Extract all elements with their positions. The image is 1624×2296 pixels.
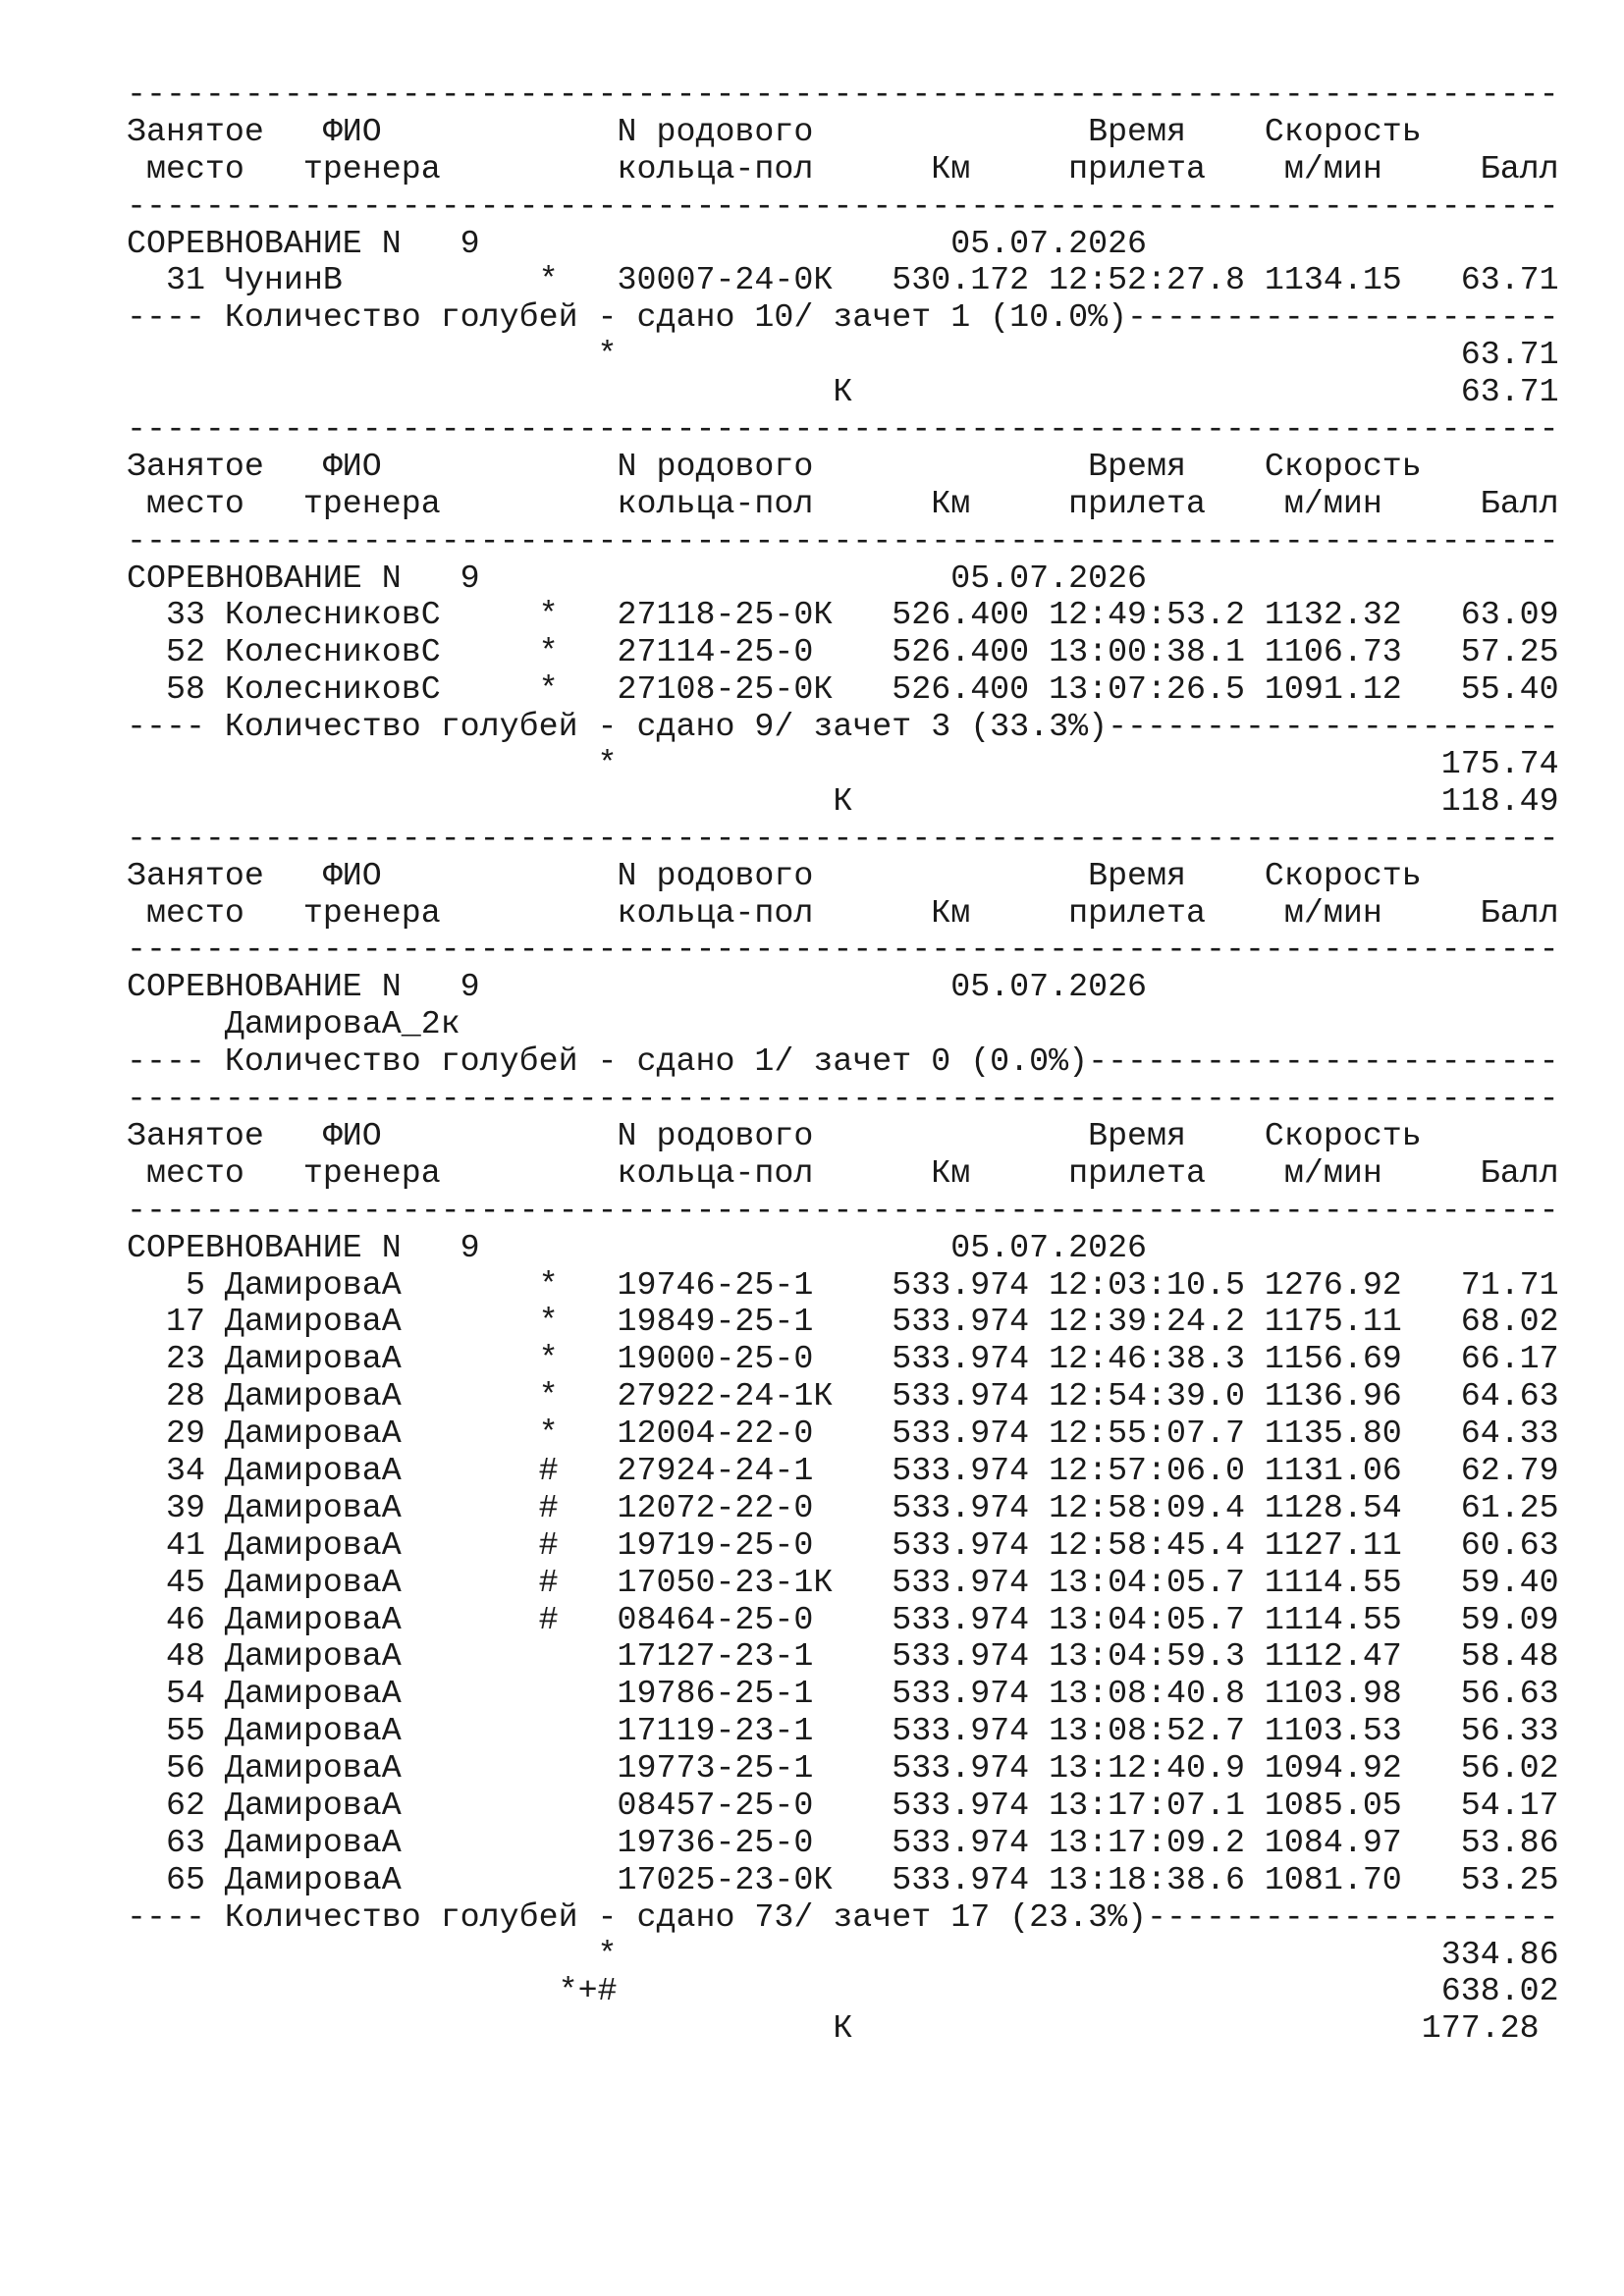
column-header-row-2: место тренера кольца-пол Км прилета м/мин Балл [127,1153,1559,1192]
table-row: 28 ДамироваА * 27922-24-1К 533.974 12:54:39.0 1136.96 64.63 [127,1377,1559,1415]
table-row: 54 ДамироваА 19786-25-1 533.974 13:08:40.8 1103.98 56.63 [127,1675,1559,1713]
table-row: 39 ДамироваА # 12072-22-0 533.974 12:58:09.4 1128.54 61.25 [127,1488,1559,1526]
competition-title: СОРЕВНОВАНИЕ N 9 05.07.2026 [127,1228,1148,1266]
divider-line: ------------------------------------------------------------------------- [127,1191,1559,1229]
table-row: 34 ДамироваА # 27924-24-1 533.974 12:57:06.0 1131.06 62.79 [127,1451,1559,1489]
table-row: 29 ДамироваА * 12004-22-0 533.974 12:55:07.7 1135.80 64.33 [127,1415,1559,1453]
total-line: *+# 638.02 [127,1972,1559,2010]
divider-line: ------------------------------------------------------------------------- [127,410,1559,449]
competition-title: СОРЕВНОВАНИЕ N 9 05.07.2026 [127,224,1148,262]
table-row: 63 ДамироваА 19736-25-0 533.974 13:17:09.2 1084.97 53.86 [127,1823,1559,1861]
divider-line: ------------------------------------------------------------------------- [127,76,1559,113]
table-row: 55 ДамироваА 17119-23-1 533.974 13:08:52.7 1103.53 56.33 [127,1712,1559,1750]
total-line: К 63.71 [127,373,1559,411]
table-row: 45 ДамироваА # 17050-23-1К 533.974 13:04:05.7 1114.55 59.40 [127,1563,1559,1601]
table-row: 65 ДамироваА 17025-23-0К 533.974 13:18:38.6 1081.70 53.25 [127,1860,1559,1898]
divider-line: ------------------------------------------------------------------------- [127,187,1559,225]
total-line: * 175.74 [127,745,1559,783]
table-row: 46 ДамироваА # 08464-25-0 533.974 13:04:05.7 1114.55 59.09 [127,1600,1559,1638]
column-header-row-1: Занятое ФИО N родового Время Скорость [127,447,1422,485]
table-row: 33 КолесниковС * 27118-25-0К 526.400 12:49:53.2 1132.32 63.09 [127,596,1559,634]
summary-line: ---- Количество голубей - сдано 1/ зачет 0 (0.0%)------------------------ [127,1042,1559,1081]
divider-line: ------------------------------------------------------------------------- [127,819,1559,857]
divider-line: ------------------------------------------------------------------------- [127,1080,1559,1118]
divider-line: ------------------------------------------------------------------------- [127,521,1559,560]
table-row: 58 КолесниковС * 27108-25-0К 526.400 13:07:26.5 1091.12 55.40 [127,670,1559,709]
report-sheet [127,77,1559,2048]
summary-line: ---- Количество голубей - сдано 9/ зачет 3 (33.3%)----------------------- [127,708,1559,746]
table-row: 41 ДамироваА # 19719-25-0 533.974 12:58:45.4 1127.11 60.63 [127,1525,1559,1564]
table-row: 5 ДамироваА * 19746-25-1 533.974 12:03:10.5 1276.92 71.71 [127,1265,1559,1304]
total-line: К 118.49 [127,781,1559,820]
total-line: * 63.71 [127,336,1559,374]
summary-line: ---- Количество голубей - сдано 73/ зачет 17 (23.3%)--------------------- [127,1897,1559,1936]
column-header-row-2: место тренера кольца-пол Км прилета м/мин Балл [127,893,1559,932]
table-row: 62 ДамироваА 08457-25-0 533.974 13:17:07.1 1085.05 54.17 [127,1786,1559,1824]
total-line: К 177.28 [127,2009,1540,2048]
total-line: * 334.86 [127,1935,1559,1973]
divider-line: ------------------------------------------------------------------------- [127,931,1559,969]
column-header-row-2: место тренера кольца-пол Км прилета м/мин Балл [127,484,1559,522]
column-header-row-1: Занятое ФИО N родового Время Скорость [127,856,1422,894]
trainer-name-only: ДамироваА_2к [127,1005,460,1043]
table-row: 56 ДамироваА 19773-25-1 533.974 13:12:40.9 1094.92 56.02 [127,1749,1559,1788]
table-row: 31 ЧунинВ * 30007-24-0К 530.172 12:52:27.8 1134.15 63.71 [127,261,1559,299]
table-row: 17 ДамироваА * 19849-25-1 533.974 12:39:24.2 1175.11 68.02 [127,1303,1559,1341]
competition-title: СОРЕВНОВАНИЕ N 9 05.07.2026 [127,968,1148,1006]
column-header-row-1: Занятое ФИО N родового Время Скорость [127,1116,1422,1154]
table-row: 48 ДамироваА 17127-23-1 533.974 13:04:59.3 1112.47 58.48 [127,1637,1559,1676]
table-row: 23 ДамироваА * 19000-25-0 533.974 12:46:38.3 1156.69 66.17 [127,1340,1559,1378]
summary-line: ---- Количество голубей - сдано 10/ зачет 1 (10.0%)---------------------- [127,298,1559,337]
column-header-row-2: место тренера кольца-пол Км прилета м/мин Балл [127,149,1559,187]
competition-title: СОРЕВНОВАНИЕ N 9 05.07.2026 [127,559,1148,597]
column-header-row-1: Занятое ФИО N родового Время Скорость [127,112,1422,150]
table-row: 52 КолесниковС * 27114-25-0 526.400 13:00:38.1 1106.73 57.25 [127,633,1559,671]
